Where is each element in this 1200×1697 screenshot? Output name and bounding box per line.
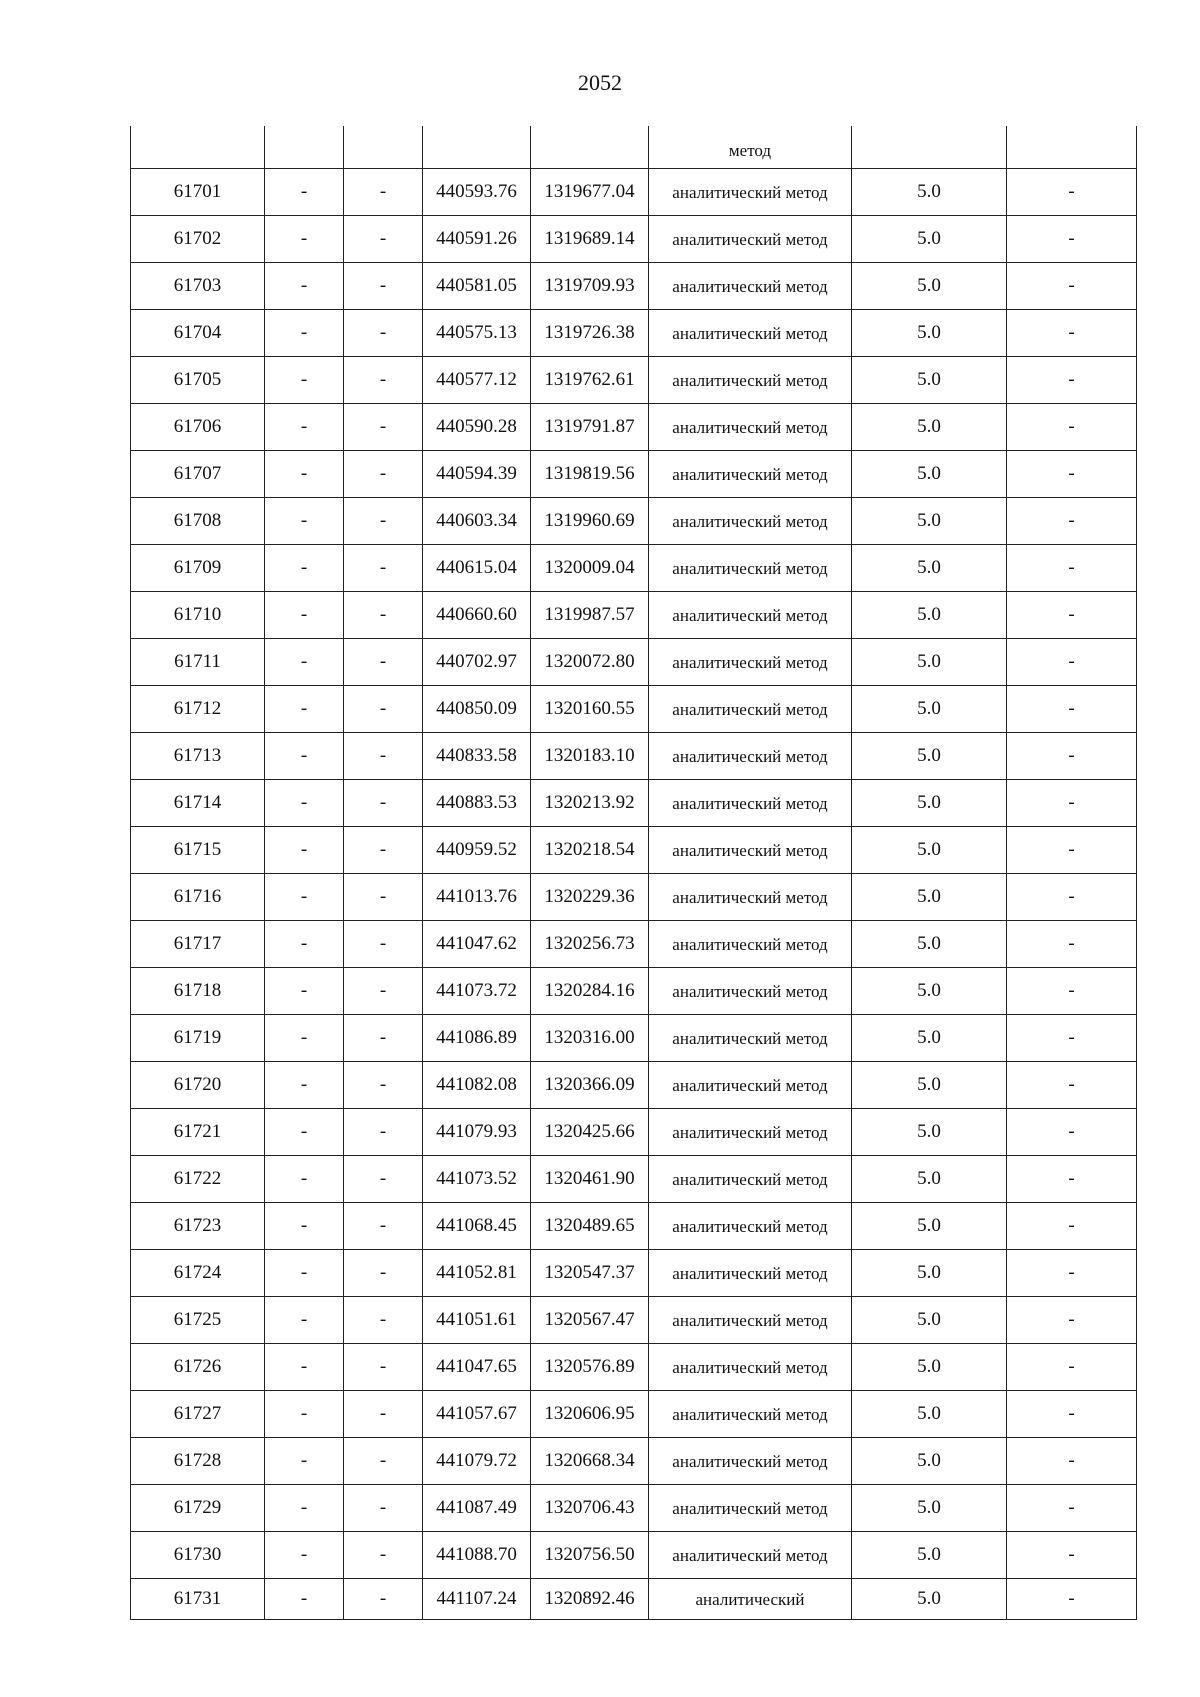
accuracy-cell: 5.0 [852,968,1007,1015]
point-number-cell: 61727 [131,1391,265,1438]
x-coordinate-cell: 441047.62 [423,921,531,968]
accuracy-cell: 5.0 [852,1391,1007,1438]
dash-cell: - [344,1062,423,1109]
point-number-cell: 61703 [131,263,265,310]
table-row [131,1156,1137,1203]
x-coordinate-cell: 441082.08 [423,1062,531,1109]
accuracy-cell: 5.0 [852,1109,1007,1156]
x-coordinate-cell: 440615.04 [423,545,531,592]
table-row [131,592,1137,639]
method-cell: аналитический метод [649,592,852,639]
point-number-cell: 61715 [131,827,265,874]
point-number-cell: 61711 [131,639,265,686]
method-cell: аналитический метод [649,733,852,780]
dash-cell: - [344,686,423,733]
x-coordinate-cell: 441079.72 [423,1438,531,1485]
dash-cell: - [265,1203,344,1250]
table-row [131,498,1137,545]
dash-cell: - [1007,310,1137,357]
dash-cell: - [265,1297,344,1344]
y-coordinate-cell: 1320461.90 [531,1156,649,1203]
dash-cell: - [344,357,423,404]
dash-cell: - [265,263,344,310]
dash-cell: - [1007,968,1137,1015]
dash-cell: - [1007,780,1137,827]
x-coordinate-cell: 441051.61 [423,1297,531,1344]
dash-cell: - [1007,733,1137,780]
dash-cell: - [1007,1109,1137,1156]
method-cell: аналитический метод [649,1015,852,1062]
accuracy-cell: 5.0 [852,357,1007,404]
point-number-cell [131,126,265,169]
dash-cell: - [1007,1485,1137,1532]
accuracy-cell [852,126,1007,169]
dash-cell: - [1007,357,1137,404]
point-number-cell: 61731 [131,1579,265,1620]
page-number: 2052 [578,70,622,95]
point-number-cell: 61719 [131,1015,265,1062]
method-cell: аналитический метод [649,1203,852,1250]
dash-cell: - [1007,1250,1137,1297]
table-row [131,310,1137,357]
dash-cell: - [344,921,423,968]
method-cell: аналитический метод [649,451,852,498]
dash-cell: - [265,968,344,1015]
y-coordinate-cell [531,126,649,169]
table-row [131,1015,1137,1062]
accuracy-cell: 5.0 [852,1579,1007,1620]
dash-cell: - [265,780,344,827]
point-number-cell: 61726 [131,1344,265,1391]
point-number-cell: 61716 [131,874,265,921]
y-coordinate-cell: 1320183.10 [531,733,649,780]
table-row [131,216,1137,263]
point-number-cell: 61723 [131,1203,265,1250]
dash-cell: - [344,310,423,357]
dash-cell: - [344,404,423,451]
dash-cell: - [1007,1203,1137,1250]
dash-cell: - [344,1344,423,1391]
dash-cell: - [344,1156,423,1203]
dash-cell: - [265,1015,344,1062]
dash-cell: - [265,1579,344,1620]
dash-cell: - [1007,1532,1137,1579]
method-cell: аналитический метод [649,1062,852,1109]
dash-cell: - [1007,1297,1137,1344]
method-cell: аналитический метод [649,686,852,733]
accuracy-cell: 5.0 [852,451,1007,498]
x-coordinate-cell: 440581.05 [423,263,531,310]
dash-cell: - [1007,874,1137,921]
dash-cell: - [1007,686,1137,733]
method-cell: аналитический метод [649,169,852,216]
point-number-cell: 61707 [131,451,265,498]
table-row [131,1344,1137,1391]
dash-cell [265,126,344,169]
dash-cell: - [265,169,344,216]
point-number-cell: 61725 [131,1297,265,1344]
table-row [131,1250,1137,1297]
dash-cell: - [265,1391,344,1438]
accuracy-cell: 5.0 [852,1297,1007,1344]
table-row [131,545,1137,592]
y-coordinate-cell: 1320567.47 [531,1297,649,1344]
continuation-row [131,126,1137,169]
y-coordinate-cell: 1319726.38 [531,310,649,357]
y-coordinate-cell: 1320256.73 [531,921,649,968]
method-cell: аналитический метод [649,1438,852,1485]
y-coordinate-cell: 1320606.95 [531,1391,649,1438]
x-coordinate-cell: 440593.76 [423,169,531,216]
accuracy-cell: 5.0 [852,1485,1007,1532]
x-coordinate-cell: 440577.12 [423,357,531,404]
x-coordinate-cell [423,126,531,169]
table-row [131,1062,1137,1109]
table-body [131,126,1137,1620]
point-number-cell: 61728 [131,1438,265,1485]
y-coordinate-cell: 1320218.54 [531,827,649,874]
accuracy-cell: 5.0 [852,1532,1007,1579]
dash-cell: - [344,1391,423,1438]
method-cell: метод [649,126,852,169]
table-row [131,1438,1137,1485]
y-coordinate-cell: 1320706.43 [531,1485,649,1532]
x-coordinate-cell: 441047.65 [423,1344,531,1391]
dash-cell: - [344,169,423,216]
dash-cell: - [265,827,344,874]
dash-cell: - [1007,1062,1137,1109]
dash-cell: - [344,545,423,592]
table-row [131,451,1137,498]
dash-cell: - [265,639,344,686]
dash-cell: - [1007,592,1137,639]
dash-cell: - [344,639,423,686]
point-number-cell: 61701 [131,169,265,216]
dash-cell: - [1007,1438,1137,1485]
accuracy-cell: 5.0 [852,216,1007,263]
coordinates-table [130,126,1137,1620]
x-coordinate-cell: 441107.24 [423,1579,531,1620]
dash-cell: - [344,263,423,310]
y-coordinate-cell: 1319960.69 [531,498,649,545]
dash-cell: - [265,310,344,357]
dash-cell: - [1007,921,1137,968]
dash-cell: - [1007,169,1137,216]
y-coordinate-cell: 1320489.65 [531,1203,649,1250]
accuracy-cell: 5.0 [852,827,1007,874]
x-coordinate-cell: 441087.49 [423,1485,531,1532]
point-number-cell: 61712 [131,686,265,733]
table-row [131,968,1137,1015]
dash-cell: - [265,545,344,592]
dash-cell: - [344,592,423,639]
x-coordinate-cell: 441057.67 [423,1391,531,1438]
dash-cell: - [265,686,344,733]
y-coordinate-cell: 1320366.09 [531,1062,649,1109]
point-number-cell: 61714 [131,780,265,827]
dash-cell: - [344,498,423,545]
accuracy-cell: 5.0 [852,263,1007,310]
dash-cell: - [344,216,423,263]
dash-cell: - [344,874,423,921]
dash-cell: - [344,1438,423,1485]
method-cell: аналитический метод [649,216,852,263]
dash-cell: - [344,827,423,874]
y-coordinate-cell: 1319677.04 [531,169,649,216]
dash-cell [344,126,423,169]
dash-cell: - [1007,1579,1137,1620]
x-coordinate-cell: 441079.93 [423,1109,531,1156]
method-cell: аналитический метод [649,874,852,921]
y-coordinate-cell: 1320009.04 [531,545,649,592]
x-coordinate-cell: 441073.52 [423,1156,531,1203]
dash-cell [1007,126,1137,169]
dash-cell: - [265,733,344,780]
table-row [131,921,1137,968]
dash-cell: - [344,1532,423,1579]
table-row [131,1297,1137,1344]
dash-cell: - [344,780,423,827]
accuracy-cell: 5.0 [852,639,1007,686]
x-coordinate-cell: 441086.89 [423,1015,531,1062]
method-cell: аналитический метод [649,545,852,592]
dash-cell: - [265,1532,344,1579]
x-coordinate-cell: 441088.70 [423,1532,531,1579]
accuracy-cell: 5.0 [852,921,1007,968]
dash-cell: - [265,357,344,404]
method-cell: аналитический [649,1579,852,1620]
accuracy-cell: 5.0 [852,874,1007,921]
method-cell: аналитический метод [649,404,852,451]
dash-cell: - [1007,1344,1137,1391]
accuracy-cell: 5.0 [852,733,1007,780]
method-cell: аналитический метод [649,639,852,686]
x-coordinate-cell: 440850.09 [423,686,531,733]
dash-cell: - [1007,1015,1137,1062]
accuracy-cell: 5.0 [852,169,1007,216]
point-number-cell: 61708 [131,498,265,545]
dash-cell: - [1007,216,1137,263]
dash-cell: - [344,1579,423,1620]
dash-cell: - [265,404,344,451]
method-cell: аналитический метод [649,1250,852,1297]
dash-cell: - [344,451,423,498]
dash-cell: - [344,1203,423,1250]
table-row [131,1203,1137,1250]
method-cell: аналитический метод [649,921,852,968]
x-coordinate-cell: 440575.13 [423,310,531,357]
y-coordinate-cell: 1320668.34 [531,1438,649,1485]
x-coordinate-cell: 440603.34 [423,498,531,545]
y-coordinate-cell: 1319791.87 [531,404,649,451]
table-row [131,733,1137,780]
method-cell: аналитический метод [649,1532,852,1579]
y-coordinate-cell: 1319819.56 [531,451,649,498]
table-row [131,827,1137,874]
accuracy-cell: 5.0 [852,1203,1007,1250]
x-coordinate-cell: 440883.53 [423,780,531,827]
point-number-cell: 61705 [131,357,265,404]
table-row [131,780,1137,827]
dash-cell: - [1007,827,1137,874]
dash-cell: - [1007,263,1137,310]
table-row [131,404,1137,451]
method-cell: аналитический метод [649,827,852,874]
method-cell: аналитический метод [649,498,852,545]
dash-cell: - [344,1250,423,1297]
dash-cell: - [265,451,344,498]
y-coordinate-cell: 1319987.57 [531,592,649,639]
y-coordinate-cell: 1319709.93 [531,263,649,310]
accuracy-cell: 5.0 [852,1250,1007,1297]
point-number-cell: 61702 [131,216,265,263]
method-cell: аналитический метод [649,357,852,404]
method-cell: аналитический метод [649,1485,852,1532]
table-row [131,1485,1137,1532]
dash-cell: - [265,874,344,921]
table-row [131,686,1137,733]
dash-cell: - [265,1109,344,1156]
dash-cell: - [344,1485,423,1532]
method-cell: аналитический метод [649,1391,852,1438]
x-coordinate-cell: 440590.28 [423,404,531,451]
dash-cell: - [265,1062,344,1109]
dash-cell: - [1007,1391,1137,1438]
y-coordinate-cell: 1320892.46 [531,1579,649,1620]
table-row [131,1391,1137,1438]
y-coordinate-cell: 1319689.14 [531,216,649,263]
method-cell: аналитический метод [649,310,852,357]
y-coordinate-cell: 1320213.92 [531,780,649,827]
table-row [131,639,1137,686]
method-cell: аналитический метод [649,1156,852,1203]
x-coordinate-cell: 440591.26 [423,216,531,263]
x-coordinate-cell: 440702.97 [423,639,531,686]
x-coordinate-cell: 440660.60 [423,592,531,639]
y-coordinate-cell: 1319762.61 [531,357,649,404]
y-coordinate-cell: 1320425.66 [531,1109,649,1156]
dash-cell: - [1007,639,1137,686]
dash-cell: - [344,1015,423,1062]
point-number-cell: 61704 [131,310,265,357]
x-coordinate-cell: 440833.58 [423,733,531,780]
point-number-cell: 61724 [131,1250,265,1297]
accuracy-cell: 5.0 [852,1062,1007,1109]
dash-cell: - [265,1156,344,1203]
table-row [131,263,1137,310]
dash-cell: - [265,1344,344,1391]
dash-cell: - [265,592,344,639]
x-coordinate-cell: 440959.52 [423,827,531,874]
method-cell: аналитический метод [649,1109,852,1156]
point-number-cell: 61717 [131,921,265,968]
method-cell: аналитический метод [649,780,852,827]
point-number-cell: 61720 [131,1062,265,1109]
accuracy-cell: 5.0 [852,1015,1007,1062]
table-row [131,1532,1137,1579]
point-number-cell: 61710 [131,592,265,639]
point-number-cell: 61730 [131,1532,265,1579]
table-row [131,357,1137,404]
point-number-cell: 61718 [131,968,265,1015]
y-coordinate-cell: 1320284.16 [531,968,649,1015]
dash-cell: - [344,1109,423,1156]
method-cell: аналитический метод [649,1344,852,1391]
y-coordinate-cell: 1320072.80 [531,639,649,686]
dash-cell: - [265,1250,344,1297]
dash-cell: - [344,968,423,1015]
accuracy-cell: 5.0 [852,404,1007,451]
accuracy-cell: 5.0 [852,310,1007,357]
y-coordinate-cell: 1320576.89 [531,1344,649,1391]
dash-cell: - [265,498,344,545]
accuracy-cell: 5.0 [852,498,1007,545]
y-coordinate-cell: 1320316.00 [531,1015,649,1062]
dash-cell: - [265,921,344,968]
table-row [131,1109,1137,1156]
x-coordinate-cell: 441013.76 [423,874,531,921]
table-row [131,1579,1137,1620]
dash-cell: - [344,1297,423,1344]
dash-cell: - [265,216,344,263]
point-number-cell: 61709 [131,545,265,592]
point-number-cell: 61721 [131,1109,265,1156]
method-cell: аналитический метод [649,968,852,1015]
table-row [131,169,1137,216]
dash-cell: - [1007,1156,1137,1203]
dash-cell: - [344,733,423,780]
method-cell: аналитический метод [649,263,852,310]
accuracy-cell: 5.0 [852,592,1007,639]
x-coordinate-cell: 441068.45 [423,1203,531,1250]
y-coordinate-cell: 1320229.36 [531,874,649,921]
dash-cell: - [265,1438,344,1485]
x-coordinate-cell: 441052.81 [423,1250,531,1297]
accuracy-cell: 5.0 [852,1438,1007,1485]
y-coordinate-cell: 1320756.50 [531,1532,649,1579]
accuracy-cell: 5.0 [852,780,1007,827]
dash-cell: - [1007,545,1137,592]
point-number-cell: 61722 [131,1156,265,1203]
accuracy-cell: 5.0 [852,1344,1007,1391]
dash-cell: - [265,1485,344,1532]
point-number-cell: 61729 [131,1485,265,1532]
point-number-cell: 61713 [131,733,265,780]
dash-cell: - [1007,404,1137,451]
accuracy-cell: 5.0 [852,545,1007,592]
x-coordinate-cell: 441073.72 [423,968,531,1015]
accuracy-cell: 5.0 [852,686,1007,733]
x-coordinate-cell: 440594.39 [423,451,531,498]
y-coordinate-cell: 1320547.37 [531,1250,649,1297]
y-coordinate-cell: 1320160.55 [531,686,649,733]
point-number-cell: 61706 [131,404,265,451]
table-row [131,874,1137,921]
accuracy-cell: 5.0 [852,1156,1007,1203]
dash-cell: - [1007,498,1137,545]
dash-cell: - [1007,451,1137,498]
method-cell: аналитический метод [649,1297,852,1344]
